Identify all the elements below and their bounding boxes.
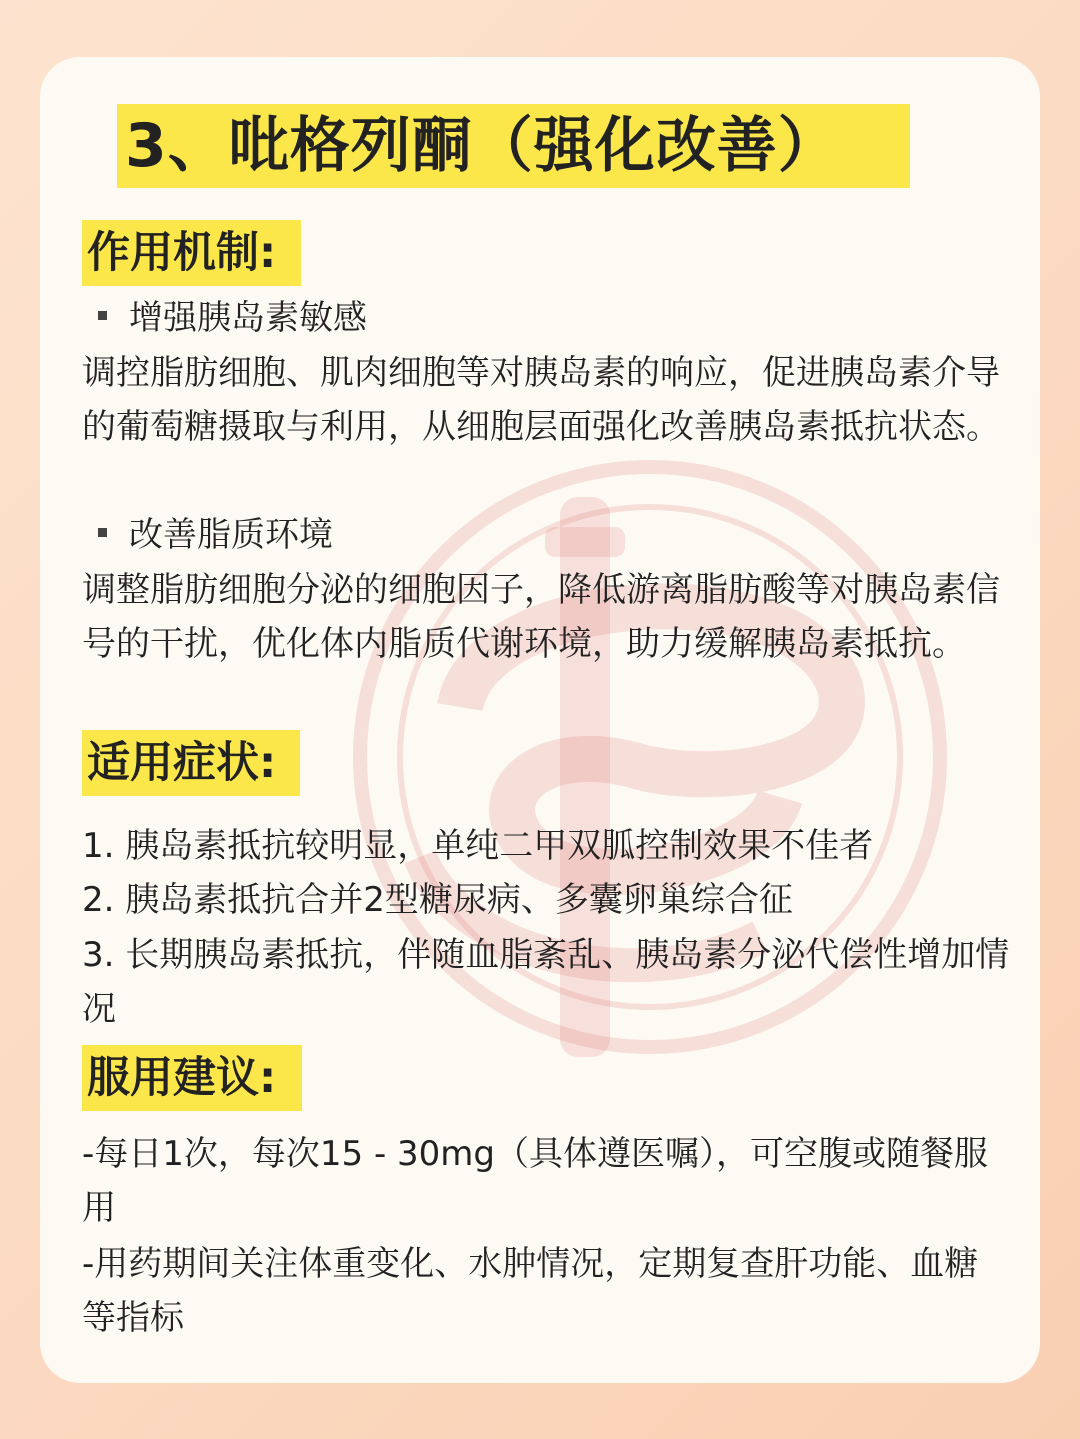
usage-heading: 服用建议: (82, 1045, 302, 1111)
usage-item-2: -用药期间关注体重变化、水肿情况，定期复查肝功能、血糖等指标 (82, 1244, 979, 1338)
indications-heading: 适用症状: (82, 730, 300, 796)
mechanism-heading: 作用机制: (82, 220, 301, 286)
usage-item-1: -每日1次，每次15 - 30mg（具体遵医嘱），可空腹或随餐服用 (82, 1134, 989, 1228)
indication-item-3: 3. 长期胰岛素抵抗，伴随血脂紊乱、胰岛素分泌代偿性增加情况 (82, 935, 1010, 1029)
mechanism-bullet-2-label: 改善脂质环境 (129, 515, 333, 555)
mechanism-bullet-1-label: 增强胰岛素敏感 (129, 298, 367, 338)
bullet-square-icon (98, 528, 107, 537)
indication-item-2: 2. 胰岛素抵抗合并2型糖尿病、多囊卵巢综合征 (82, 880, 793, 920)
content (40, 57, 1040, 1383)
page-title: 3、吡格列酮（强化改善） (117, 104, 910, 188)
mechanism-text-1: 调控脂肪细胞、肌肉细胞等对胰岛素的响应，促进胰岛素介导的葡萄糖摄取与利用，从细胞层面强化改善胰岛素抵抗状态。 (82, 353, 1000, 447)
mechanism-bullet-2 (98, 508, 333, 562)
indication-item-1: 1. 胰岛素抵抗较明显，单纯二甲双胍控制效果不佳者 (82, 826, 874, 866)
mechanism-text-2: 调整脂肪细胞分泌的细胞因子，降低游离脂肪酸等对胰岛素信号的干扰，优化体内脂质代谢环境，助力缓解胰岛素抵抗。 (82, 570, 1000, 664)
bullet-square-icon (98, 311, 107, 320)
mechanism-bullet-1 (98, 291, 367, 345)
content-card (40, 57, 1040, 1383)
